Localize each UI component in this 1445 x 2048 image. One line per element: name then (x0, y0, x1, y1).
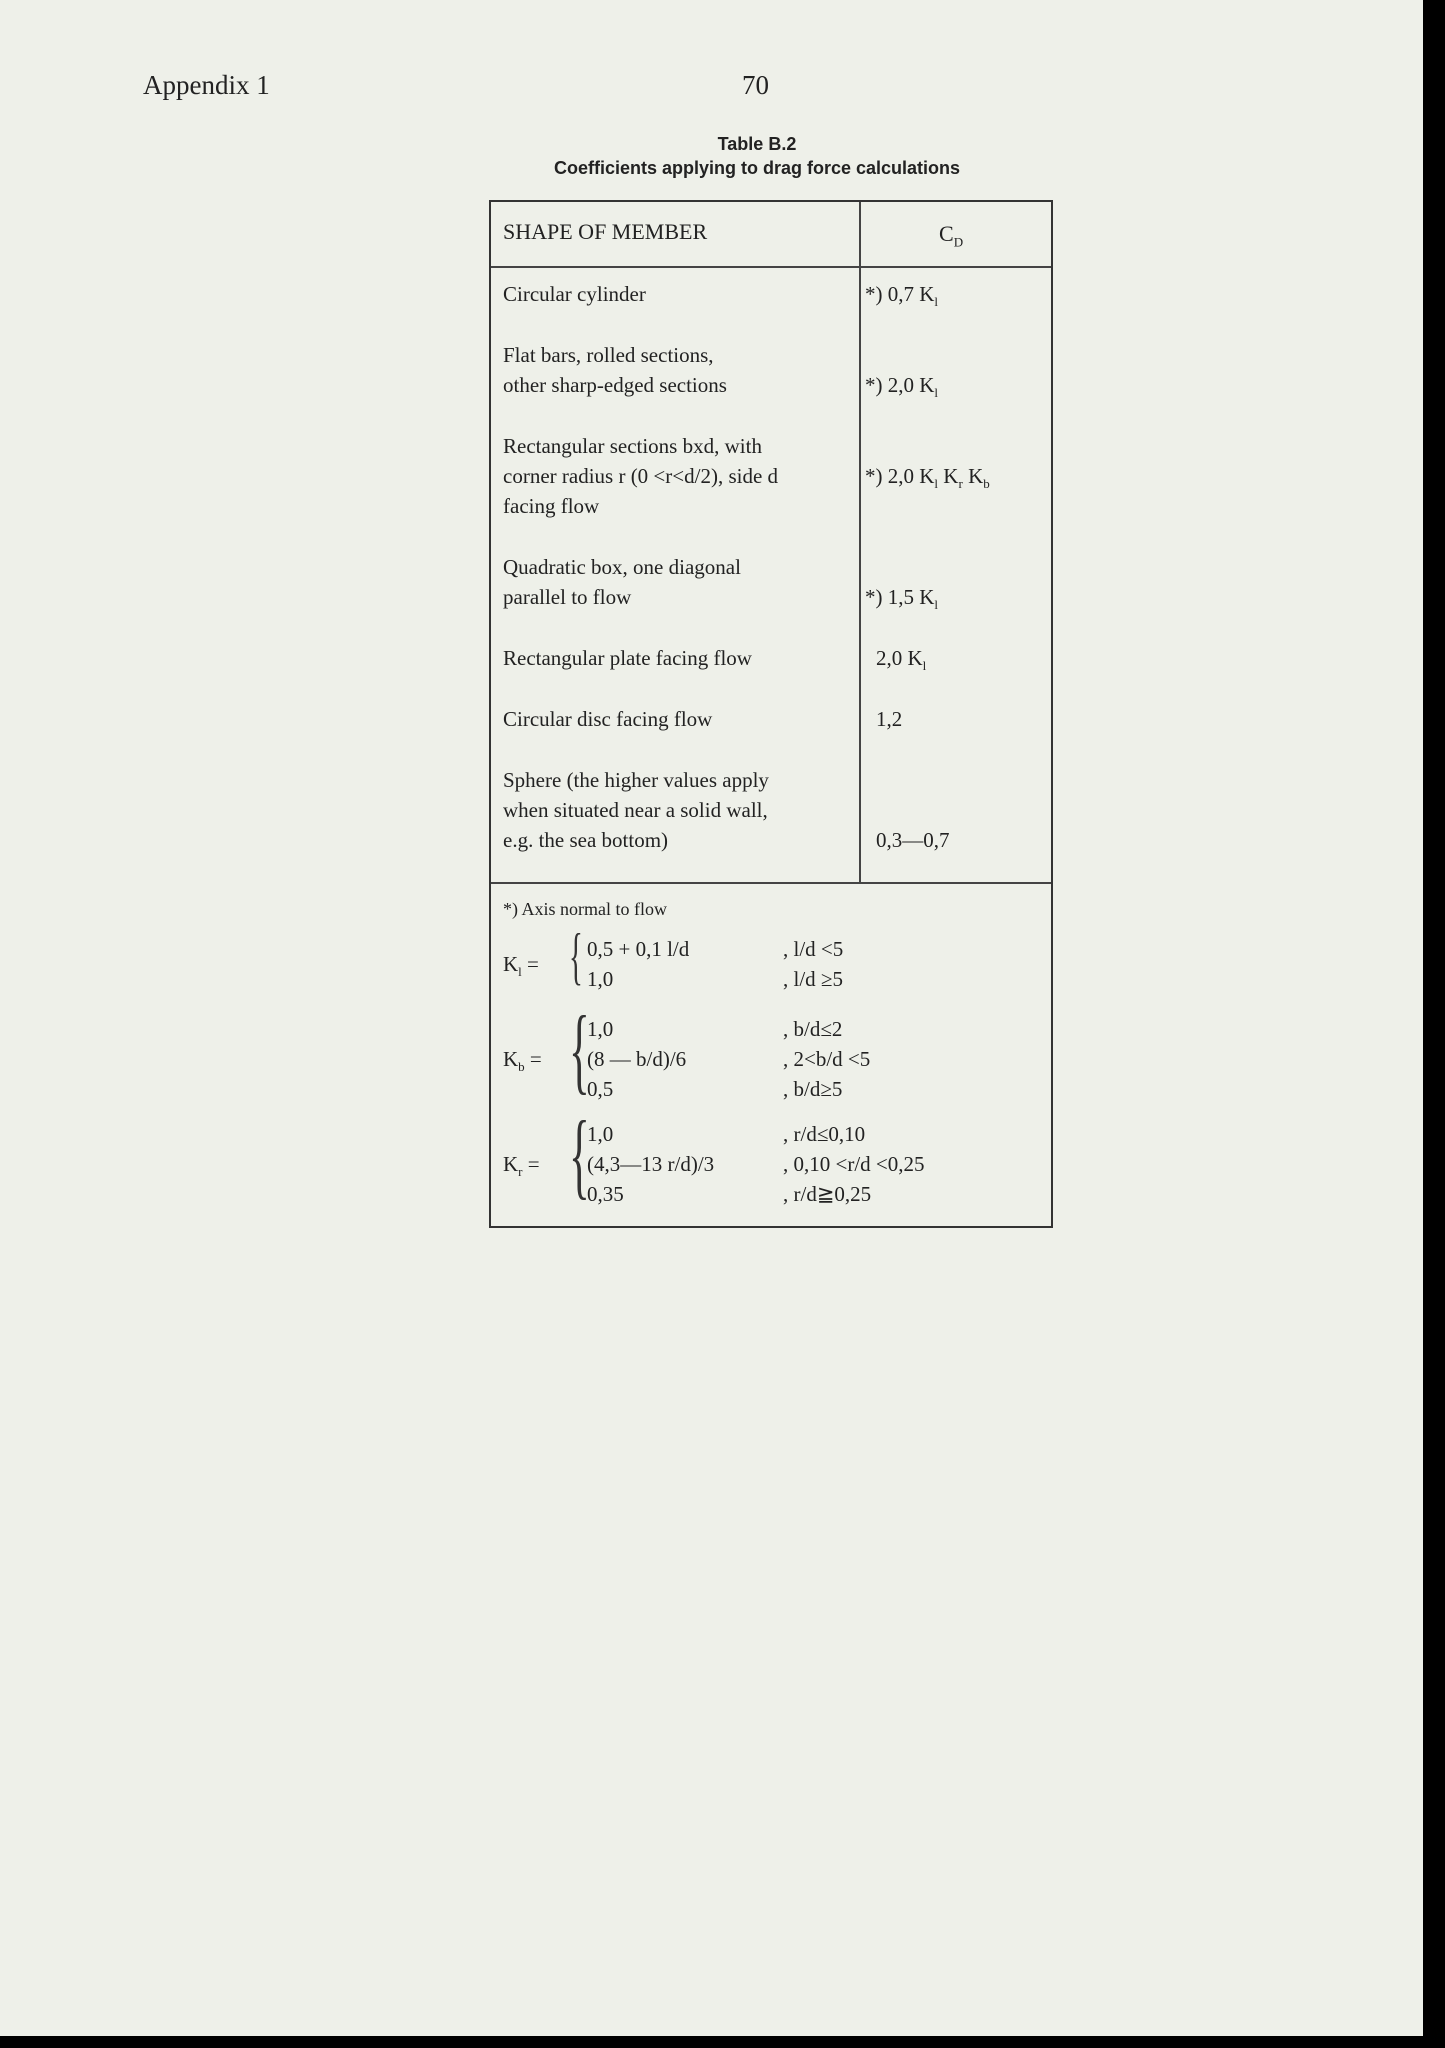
row-cd-circular-disc: 1,2 (876, 707, 903, 731)
kb-case3-expr: 0,5 (587, 1077, 614, 1101)
kr-case2-expr: (4,3—13 r/d)/3 (587, 1152, 715, 1176)
kr-brace: { (569, 1101, 590, 1208)
row-shape-rectangular-line1: Rectangular sections bxd, with (503, 434, 762, 458)
row-shape-quadratic-line1: Quadratic box, one diagonal (503, 555, 741, 579)
kr-case3-expr: 0,35 (587, 1182, 624, 1206)
row-shape-circular-cylinder: Circular cylinder (503, 282, 646, 306)
shape-column-header: SHAPE OF MEMBER (503, 219, 708, 244)
kb-brace: { (569, 996, 590, 1103)
kr-case3-cond: , r/d≧0,25 (783, 1182, 872, 1206)
row-cd-circular-cylinder: *) 0,7 $K_l$ (865, 282, 939, 310)
kb-case2-expr: (8 — b/d)/6 (587, 1047, 687, 1071)
row-shape-rectangular-plate: Rectangular plate facing flow (503, 646, 752, 670)
row-shape-sphere-line1: Sphere (the higher values apply (503, 768, 769, 792)
kr-case1-expr: 1,0 (587, 1122, 614, 1146)
header-appendix-label: Appendix 1 (143, 70, 270, 100)
kl-case1-cond: , l/d <5 (783, 937, 844, 961)
row-shape-flat-bars-line2: other sharp-edged sections (503, 373, 727, 397)
kl-case2-expr: 1,0 (587, 967, 614, 991)
table-title: Coefficients applying to drag force calculations (553, 158, 961, 178)
table-number: Table B.2 (717, 134, 797, 154)
page-number: 70 (742, 70, 769, 100)
kl-symbol: $K_l$ = (503, 952, 539, 980)
row-cd-rectangular-plate: 2,0 $K_l$ (876, 646, 927, 674)
axis-note: *) Axis normal to flow (503, 899, 667, 919)
drag-coefficient-table (489, 200, 1053, 1228)
row-shape-flat-bars-line1: Flat bars, rolled sections, (503, 343, 714, 367)
kl-brace: { (569, 920, 583, 991)
column-divider (859, 202, 861, 882)
row-shape-rectangular-line2: corner radius r (0 <r<d/2), side d (503, 464, 779, 488)
kl-case1-expr: 0,5 + 0,1 l/d (587, 937, 690, 961)
row-shape-rectangular-line3: facing flow (503, 494, 600, 518)
row-shape-sphere-line3: e.g. the sea bottom) (503, 828, 669, 852)
row-cd-sphere: 0,3—0,7 (876, 828, 950, 852)
row-cd-rectangular: *) 2,0 $K_l$ $K_r$ $K_b$ (865, 464, 990, 492)
kb-symbol: $K_b$ = (503, 1047, 542, 1075)
row-cd-flat-bars: *) 2,0 $K_l$ (865, 373, 939, 401)
row-shape-quadratic-line2: parallel to flow (503, 585, 632, 609)
kb-case1-cond: , b/d≤2 (783, 1017, 843, 1041)
kb-case1-expr: 1,0 (587, 1017, 614, 1041)
kl-case2-cond: , l/d ≥5 (783, 967, 843, 991)
row-cd-quadratic: *) 1,5 $K_l$ (865, 585, 939, 613)
cd-column-header: $C_D$ (939, 221, 964, 250)
row-shape-sphere-line2: when situated near a solid wall, (503, 798, 768, 822)
kr-case1-cond: , r/d≤0,10 (783, 1122, 866, 1146)
footer-divider (491, 882, 1051, 884)
kb-case3-cond: , b/d≥5 (783, 1077, 843, 1101)
row-shape-circular-disc: Circular disc facing flow (503, 707, 713, 731)
header-divider (491, 266, 1051, 268)
kr-symbol: $K_r$ = (503, 1152, 540, 1180)
kr-case2-cond: , 0,10 <r/d <0,25 (783, 1152, 925, 1176)
kb-case2-cond: , 2<b/d <5 (783, 1047, 871, 1071)
